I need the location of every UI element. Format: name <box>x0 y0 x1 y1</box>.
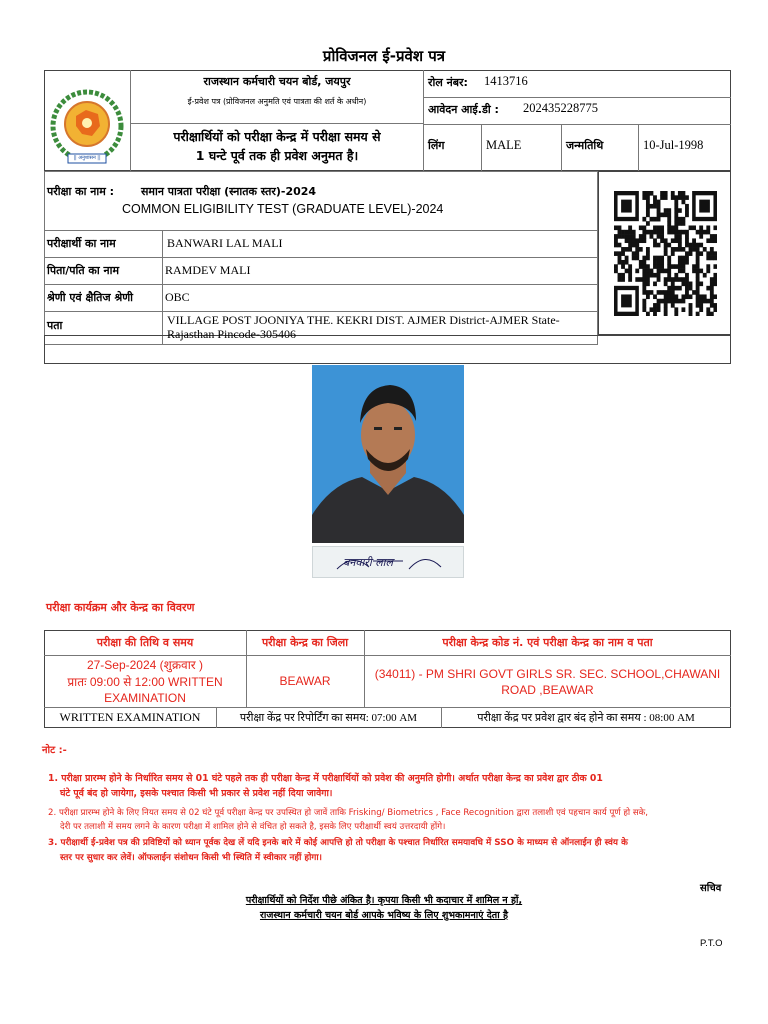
note-2 <box>48 806 738 834</box>
address-value <box>167 313 560 341</box>
exam-type: WRITTEN EXAMINATION <box>59 710 201 724</box>
note-1-number: 1. <box>48 773 59 784</box>
address-line-1: VILLAGE POST JOONIYA THE. KEKRI DIST. AJMER District-AJMER State- <box>167 313 560 327</box>
secretary-label: सचिव <box>700 883 722 894</box>
exam-name-english: COMMON ELIGIBILITY TEST (GRADUATE LEVEL)-2024 <box>122 202 444 216</box>
footer-line-1: परीक्षार्थियों को निर्देश पीछे अंकित है। कृपया किसी भी कदाचार में शामिल न हों, <box>245 895 523 906</box>
instruction-line-2: 1 घन्टे पूर्व तक ही प्रवेश अनुमत है। <box>195 148 359 163</box>
note-2-line-2: देरी पर तलाशी में समय लगने के कारण परीक्षा में शामिल होने से वंचित हो सकते है, इसके लिए परीक्षार्थी स्वयं उत्तरदायी होंगे। <box>60 822 446 832</box>
dob-label: जन्मतिथि <box>566 139 604 152</box>
board-subtitle: ई-प्रवेश पत्र (प्रोविजनल अनुमति एवं पात्रता की शर्त के अधीन) <box>187 97 367 106</box>
exam-center <box>364 666 731 698</box>
schedule-header-district: परीक्षा केन्द्र का जिला <box>261 636 349 649</box>
application-label: आवेदन आई.डी : <box>428 103 499 116</box>
note-1-line-1: परीक्षा प्रारम्भ होने के निर्धारित समय से 01 घंटे पहले तक ही परीक्षा केन्द्र में परीक्षार्थियों को प्रवेश की अनुमति होगी। अर्थात परीक्षा केन्द्र का प्रवेश द्वार ठीक 01 <box>61 773 603 784</box>
board-name: राजस्थान कर्मचारी चयन बोर्ड, जयपुर <box>203 75 351 88</box>
address-line-2: Rajasthan Pincode-305406 <box>167 327 296 341</box>
exam-date-time <box>44 657 246 707</box>
roll-label: रोल नंबर: <box>428 76 468 89</box>
center-line-2: ROAD ,BEAWAR <box>501 683 594 697</box>
schedule-heading: परीक्षा कार्यक्रम और केन्द्र का विवरण <box>46 601 195 614</box>
application-id: 202435228775 <box>523 101 598 115</box>
instruction-line-1: परीक्षार्थियों को परीक्षा केन्द्र में परीक्षा समय से <box>173 129 381 144</box>
page-title: प्रोविजनल ई-प्रवेश पत्र <box>322 47 446 65</box>
note-3-line-2: स्तर पर सुधार कर लेवें। ऑफलाईन संशोधन किसी भी स्थिति में स्वीकार नहीं होगा। <box>60 853 322 863</box>
exam-district: BEAWAR <box>279 674 331 688</box>
note-3-number: 3. <box>48 838 58 848</box>
seal-motto: || अनुशासन || <box>73 155 101 161</box>
reporting-time: परीक्षा केंद्र पर रिपोर्टिंग का समय: 07:00 AM <box>239 712 418 724</box>
entry-instruction <box>132 127 422 165</box>
qr-code <box>614 191 717 316</box>
signature-text: बनवारी लाल <box>343 556 393 569</box>
exam-type-label: EXAMINATION <box>104 691 186 705</box>
candidate-name: BANWARI LAL MALI <box>167 236 283 250</box>
candidate-photo <box>312 365 464 543</box>
exam-label: परीक्षा का नाम : <box>47 185 115 198</box>
exam-name-hindi: समान पात्रता परीक्षा (स्नातक स्तर)-2024 <box>141 185 317 198</box>
exam-date: 27-Sep-2024 (शुक्रवार ) <box>86 658 204 672</box>
schedule-header-center: परीक्षा केन्द्र कोड नं. एवं परीक्षा केन्द्र का नाम व पता <box>442 636 653 649</box>
exam-time: प्रातः 09:00 से 12:00 WRITTEN <box>67 674 223 689</box>
name-label: परीक्षार्थी का नाम <box>47 237 116 250</box>
note-1-line-2: घंटे पूर्व बंद हो जायेगा, इसके पश्चात किसी भी प्रकार से प्रवेश नहीं दिया जावेगा। <box>60 788 333 799</box>
note-2-line-1: परीक्षा प्रारम्भ होने के लिए नियत समय से 02 घंटे पूर्व परीक्षा केन्द्र पर उपस्थित हो जावें ताकि Frisking/ Biometrics , Face Recognition द्वारा तलाशी एवं पहचान कार्य पूर्ण हो सके, <box>58 808 648 818</box>
gate-close-time: परीक्षा केंद्र पर प्रवेश द्वार बंद होने का समय : 08:00 AM <box>477 712 695 724</box>
gender-label: लिंग <box>428 139 445 152</box>
address-label: पता <box>47 319 63 332</box>
note-label: नोट :- <box>42 745 67 756</box>
note-3-line-1: परीक्षार्थी ई-प्रवेश पत्र की प्रविष्टियों को ध्यान पूर्वक देख लें यदि इनके बारे में कोई आपत्ति हो तो परीक्षा के पश्चात निर्धारित समयावधि में SSO के माध्यम से ऑनलाईन ही स्वंय के <box>60 838 628 848</box>
note-1 <box>48 771 738 801</box>
father-label: पिता/पति का नाम <box>47 264 120 277</box>
father-name: RAMDEV MALI <box>165 263 251 277</box>
center-line-1: (34011) - PM SHRI GOVT GIRLS SR. SEC. SCHOOL,CHAWANI <box>374 667 721 681</box>
schedule-header-date: परीक्षा की तिथि व समय <box>96 636 194 649</box>
note-3 <box>48 836 738 866</box>
roll-number: 1413716 <box>484 74 528 88</box>
note-2-number: 2. <box>48 808 57 818</box>
category-label: श्रेणी एवं क्षैतिज श्रेणी <box>47 291 134 304</box>
category-value: OBC <box>165 290 190 304</box>
pto-label: P.T.O <box>700 938 723 949</box>
rssb-logo <box>46 86 128 168</box>
footer-message <box>0 893 768 923</box>
gender-value: MALE <box>486 138 522 152</box>
footer-line-2: राजस्थान कर्मचारी चयन बोर्ड आपके भविष्य के लिए शुभकामनाएं देता है <box>259 910 509 921</box>
dob-value: 10-Jul-1998 <box>643 138 704 152</box>
candidate-signature <box>312 546 464 578</box>
